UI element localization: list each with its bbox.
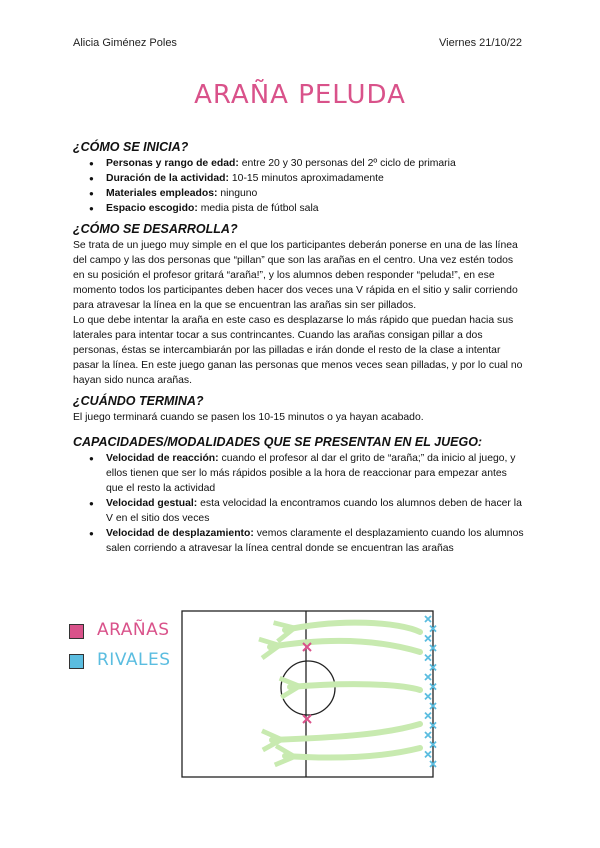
run-arrow: [270, 641, 420, 652]
spider-marks: [303, 643, 311, 723]
rival-mark: [430, 626, 436, 632]
list-item: [106, 496, 525, 526]
item-label: Espacio escogido:: [106, 203, 198, 214]
rival-mark: [430, 664, 436, 670]
item-label: Duración de la actividad:: [106, 173, 229, 184]
run-arrow: [285, 623, 420, 632]
item-text: entre 20 y 30 personas del 2º ciclo de primaria: [238, 158, 456, 169]
item-label: Materiales empleados:: [106, 188, 218, 199]
run-arrow: [272, 724, 420, 740]
item-text: esta velocidad la encontramos cuando los alumnos deben de hacer la V en el sitio dos veces: [106, 498, 522, 524]
item-text: media pista de fútbol sala: [197, 203, 319, 214]
rival-mark: [425, 693, 431, 699]
rival-mark: [430, 684, 436, 690]
list-item: [106, 171, 525, 186]
document-date: Viernes 21/10/22: [439, 37, 522, 49]
run-arrows: [270, 623, 420, 758]
center-circle: [281, 661, 335, 715]
section-heading: ¿CÓMO SE INICIA?: [73, 140, 189, 154]
list-item: [106, 186, 525, 201]
rival-mark: [430, 703, 436, 709]
section-development: [73, 222, 525, 388]
list-item: [106, 451, 525, 496]
rival-mark: [425, 674, 431, 680]
rival-mark: [430, 742, 436, 748]
list-item: [106, 201, 525, 216]
section-heading: ¿CUÁNDO TERMINA?: [73, 394, 204, 408]
section-end: [73, 394, 525, 425]
item-label: Velocidad gestual:: [106, 498, 198, 509]
section-capacities: [73, 435, 525, 556]
list-item: [106, 526, 525, 556]
spider-swatch: [69, 624, 84, 639]
rival-swatch: [69, 654, 84, 669]
run-arrow: [290, 684, 420, 690]
rival-mark: [425, 732, 431, 738]
rival-mark: [430, 645, 436, 651]
item-label: Velocidad de reacción:: [106, 453, 219, 464]
spider-mark: [303, 643, 311, 651]
rival-mark: [425, 635, 431, 641]
section-heading: ¿CÓMO SE DESARROLLA?: [73, 222, 238, 236]
section-start: [73, 140, 525, 216]
rival-mark: [425, 751, 431, 757]
rival-mark: [425, 655, 431, 661]
paragraph: El juego terminará cuando se pasen los 10-15 minutos o ya hayan acabado.: [73, 412, 424, 423]
item-label: Personas y rango de edad:: [106, 158, 239, 169]
author-name: Alicia Giménez Poles: [73, 37, 177, 49]
rival-mark: [430, 722, 436, 728]
item-text: 10-15 minutos aproximadamente: [229, 173, 384, 184]
item-text: ninguno: [217, 188, 258, 199]
capacities-list: [73, 451, 525, 556]
spider-mark: [303, 715, 311, 723]
item-text: cuando el profesor al dar el grito de “araña;” da inicio al juego, y ellos tienen que ser lo más rápidos posible a la hora de reaccionar para empezar antes que el resto la actividad: [106, 453, 516, 494]
start-list: [73, 156, 525, 216]
item-label: Velocidad de desplazamiento:: [106, 528, 254, 539]
page-title: ARAÑA PELUDA: [194, 80, 406, 110]
rival-mark: [430, 761, 436, 767]
rival-marks: [425, 616, 436, 767]
paragraph: Se trata de un juego muy simple en el que los participantes deberán ponerse en una de las línea del campo y las dos personas que “pillan” que son las arañas en el centro. Una vez estén todos en su posición el profesor gritará “araña!”, y los alumnos deben responder “peluda!”, en ese momento todos los participantes deben hacer dos veces una V rápida en el sitio y salir corriendo para atravesar la línea en la que se encuentran las arañas sin ser pillados.: [73, 240, 518, 311]
rival-label: RIVALES: [97, 650, 171, 670]
spider-label: ARAÑAS: [97, 620, 170, 640]
field-border: [182, 611, 433, 777]
item-text: vemos claramente el desplazamiento cuando los alumnos salen corriendo a atravesar la línea central donde se encuentran las arañas: [106, 528, 524, 554]
section-heading: CAPACIDADES/MODALIDADES QUE SE PRESENTAN EN EL JUEGO:: [73, 435, 483, 449]
field-lines: [182, 611, 433, 777]
run-arrow: [285, 748, 420, 757]
rival-mark: [425, 616, 431, 622]
rival-mark: [425, 713, 431, 719]
list-item: [106, 156, 525, 171]
paragraph: Lo que debe intentar la araña en este caso es desplazarse lo más rápido que puedan hacia sus laterales para intentar tocar a sus contrincantes. Cuando las arañas consigan pillar a dos personas, éstas se intercambiarán por las pilladas e irán donde el resto de la clase a intentar pasar la línea. En este juego ganan las personas que menos veces sean pilladas, y por lo cual no hayan sido nunca arañas.: [73, 315, 523, 386]
document-body: [73, 140, 525, 562]
